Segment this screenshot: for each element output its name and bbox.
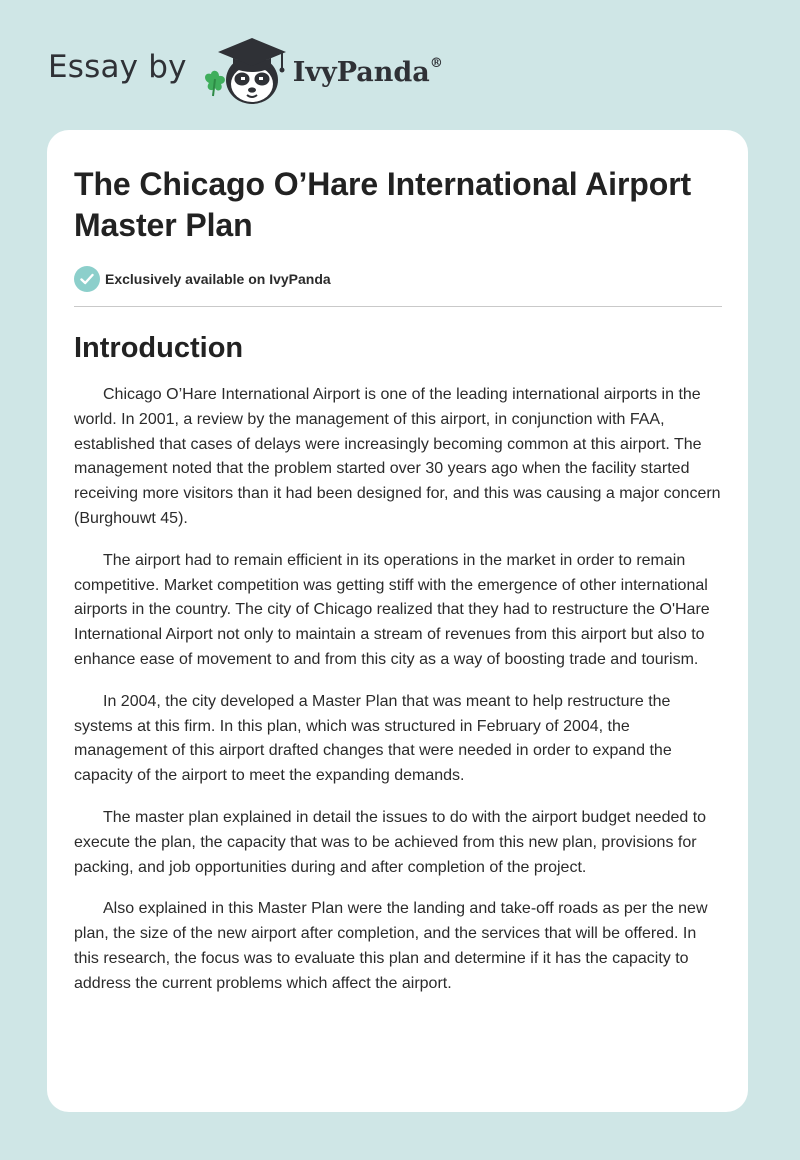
paragraph: The airport had to remain efficient in its operations in the market in order to remain competitive. Market competition was getting stiff with the emergence of other international airports in the country. The city of Chicago realized that they had to restructure the O'Hare International Airport not only to maintain a stream of revenues from this airport but also to enhance ease of movement to and from this city as a way of boosting trade and tourism.: [74, 551, 710, 668]
paragraph: Chicago O’Hare International Airport is one of the leading international airports in the world. In 2001, a review by the management of this airport, in conjunction with FAA, established that cases of delays were increasingly becoming common at this airport. The management noted that the problem started over 30 years ago when the facility started receiving more visitors than it had been designed for, and this was causing a major concern (Burghouwt 45).: [74, 386, 721, 527]
divider: [74, 306, 722, 307]
exclusive-badge-label: Exclusively available on IvyPanda: [105, 271, 331, 287]
paragraph: In 2004, the city developed a Master Plan that was meant to help restructure the systems at this firm. In this plan, which was structured in February of 2004, the management of this airport drafted changes that were needed in order to expand the capacity of the airport to meet the expanding demands.: [74, 692, 672, 785]
exclusive-badge: [74, 265, 722, 293]
paragraph: Also explained in this Master Plan were the landing and take-off roads as per the new plan, the size of the new airport after completion, and the services that will be offered. In this research, the focus was to evaluate this plan and determine if it has the capacity to address the current problems which affect the airport.: [74, 900, 708, 992]
ivy-leaf-icon: [205, 71, 225, 96]
check-circle-icon: [74, 266, 100, 292]
paragraph: The master plan explained in detail the issues to do with the airport budget needed to execute the plan, the capacity that was to be achieved from this new plan, provisions for packing, and job opportunities during and after completion of the project.: [74, 808, 707, 876]
section-heading: Introduction: [74, 332, 244, 364]
panda-logo-icon: [201, 30, 291, 110]
essay-by-label: Essay by: [48, 49, 187, 85]
essay-title: The Chicago O’Hare International Airport Master Plan: [74, 166, 692, 243]
site-logo[interactable]: [48, 30, 443, 110]
essay-card: [47, 130, 748, 1112]
registered-mark: ®: [429, 55, 443, 71]
brand-name: IvyPanda®: [292, 55, 443, 88]
